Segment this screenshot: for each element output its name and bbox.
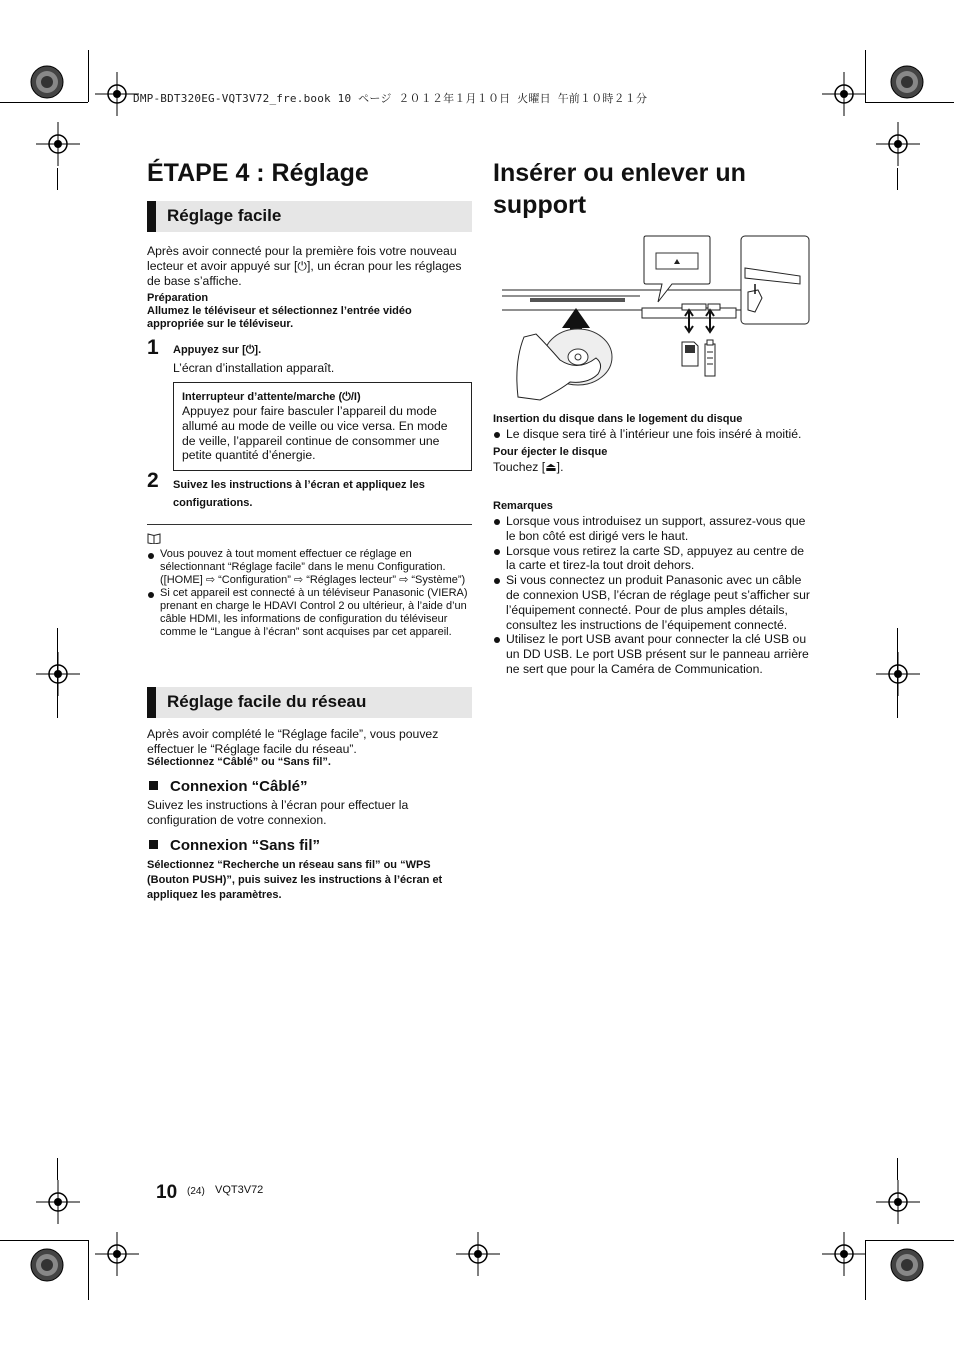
registration-rosette-icon <box>30 65 64 99</box>
list-item: Utilisez le port USB avant pour connecter la clé USB ou un DD USB. Le port USB présent sur le panneau arrière ne sert que pour la Caméra de Communication. <box>493 632 816 676</box>
page-number: 10 <box>156 1182 178 1203</box>
divider <box>147 524 472 525</box>
info-box-text: Appuyez pour faire basculer l’appareil du mode allumé au mode de veille ou vice versa. En mode de veille, l’appareil continue de consommer une petite quantité d’énergie. <box>182 404 448 463</box>
square-bullet-icon <box>149 840 158 849</box>
wireless-connection-heading: Connexion “Sans fil” <box>149 837 320 854</box>
section-heading-label: Réglage facile du réseau <box>167 692 367 711</box>
wired-connection-heading: Connexion “Câblé” <box>149 778 308 795</box>
network-select-instruction: Sélectionnez “Câblé” ou “Sans fil”. <box>147 756 331 768</box>
section-heading-label: Réglage facile <box>167 206 282 225</box>
list-item: Vous pouvez à tout moment effectuer ce réglage en sélectionnant “Réglage facile” dans le menu Configuration. ([HOME] ⇨ “Configuration” ⇨ “Réglages lecteur” ⇨ “Système”) <box>147 548 470 587</box>
insertion-bullet-list <box>493 427 818 442</box>
trim-line <box>865 1240 866 1300</box>
trim-line <box>57 168 58 190</box>
step1-subtext: L’écran d’installation apparaît. <box>173 361 335 375</box>
page-title: ÉTAPE 4 : Réglage <box>147 159 369 187</box>
crosshair-mark-icon <box>36 652 80 696</box>
trim-line <box>88 50 89 102</box>
info-box-title: Interrupteur d’attente/marche (⏻/I) <box>182 391 361 403</box>
step1-title: Appuyez sur [⏻]. <box>173 344 262 356</box>
step2-title: Suivez les instructions à l’écran et appliquez les configurations. <box>173 479 425 509</box>
intro-paragraph: Après avoir connecté pour la première fois votre nouveau lecteur et avoir appuyé sur [⏻], un écran pour les réglages de base s’affiche. <box>147 244 462 288</box>
crosshair-mark-icon <box>36 1180 80 1224</box>
crosshair-mark-icon <box>456 1232 500 1276</box>
list-item: Lorsque vous retirez la carte SD, appuyez au centre de la carte et tirez-la tout droit dehors. <box>493 544 816 574</box>
remarks-label: Remarques <box>493 500 553 512</box>
remarks-list <box>493 514 816 677</box>
standby-switch-info-box <box>173 382 472 471</box>
preparation-text: Allumez le téléviseur et sélectionnez l’entrée vidéo appropriée sur le téléviseur. <box>147 305 412 330</box>
square-bullet-icon <box>149 781 158 790</box>
wired-connection-text: Suivez les instructions à l’écran pour effectuer la configuration de votre connexion. <box>147 798 409 827</box>
registration-rosette-icon <box>890 65 924 99</box>
crosshair-mark-icon <box>876 1180 920 1224</box>
crosshair-mark-icon <box>36 122 80 166</box>
page-reference: (24) <box>187 1186 205 1197</box>
crosshair-mark-icon <box>95 72 139 116</box>
registration-rosette-icon <box>890 1248 924 1282</box>
section-heading-network-setup <box>147 687 472 718</box>
document-code: VQT3V72 <box>215 1184 264 1196</box>
crosshair-mark-icon <box>95 1232 139 1276</box>
list-item: Si cet appareil est connecté à un téléviseur Panasonic (VIERA) prenant en charge le HDAVI Control 2 ou ultérieur, à l’aide d’un câble HDMI, les informations de configuration du téléviseur comme le “Langue à l’écran” sont acquises par cet appareil. <box>147 587 470 639</box>
network-intro-paragraph: Après avoir complété le “Réglage facile”, vous pouvez effectuer le “Réglage facile du réseau”. <box>147 727 439 756</box>
crosshair-mark-icon <box>876 652 920 696</box>
trim-line <box>865 102 954 103</box>
step-number-2: 2 <box>147 469 159 492</box>
trim-line <box>57 628 58 718</box>
section-heading-easy-setup <box>147 201 472 232</box>
insert-remove-title: Insérer ou enlever un support <box>493 159 746 219</box>
list-item: Lorsque vous introduisez un support, assurez-vous que le bon côté est dirigé vers le haut. <box>493 514 816 544</box>
file-header-line: DMP-BDT320EG-VQT3V72_fre.book 10 ページ ２０１２年１月１０日 火曜日 午前１０時２１分 <box>133 92 648 105</box>
trim-line <box>897 1158 898 1180</box>
trim-line <box>0 102 88 103</box>
preparation-label: Préparation <box>147 292 209 304</box>
trim-line <box>865 50 866 102</box>
eject-label: Pour éjecter le disque <box>493 446 608 458</box>
crosshair-mark-icon <box>876 122 920 166</box>
book-icon <box>147 533 161 544</box>
eject-text: Touchez [⏏]. <box>493 460 564 474</box>
trim-line <box>88 1240 89 1300</box>
trim-line <box>897 628 898 718</box>
disc-insertion-illustration <box>500 232 812 410</box>
step-number-1: 1 <box>147 336 159 359</box>
trim-line <box>57 1158 58 1180</box>
insertion-label: Insertion du disque dans le logement du disque <box>493 413 743 425</box>
crosshair-mark-icon <box>822 1232 866 1276</box>
trim-line <box>0 1240 88 1241</box>
list-item: Si vous connectez un produit Panasonic avec un câble de connexion USB, l’écran de réglage peut s’afficher sur l’équipement connecté. Pour de plus amples détails, consultez les instructions de l’équipement connecté. <box>493 573 816 632</box>
list-item: Le disque sera tiré à l’intérieur une fois inséré à moitié. <box>493 427 818 442</box>
crosshair-mark-icon <box>822 72 866 116</box>
trim-line <box>897 168 898 190</box>
wireless-connection-text: Sélectionnez “Recherche un réseau sans fil” ou “WPS (Bouton PUSH)”, puis suivez les instructions à l’écran et appliquez les paramètres. <box>147 859 443 901</box>
registration-rosette-icon <box>30 1248 64 1282</box>
notes-list <box>147 548 470 639</box>
trim-line <box>865 1240 954 1241</box>
